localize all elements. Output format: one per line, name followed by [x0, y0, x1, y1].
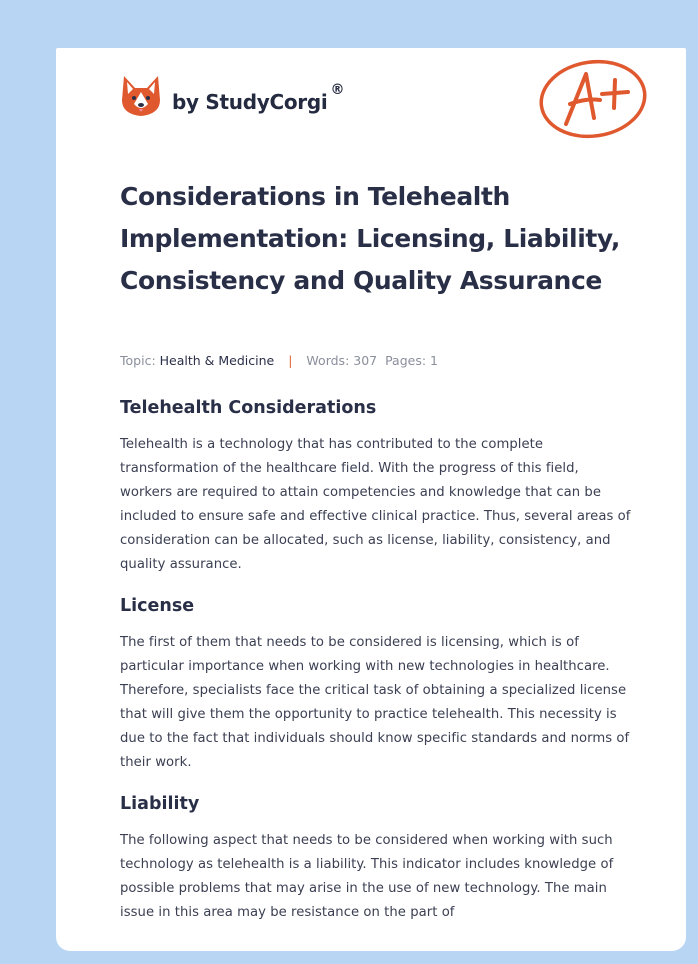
corgi-icon — [120, 74, 162, 120]
section-text: The first of them that needs to be considered is licensing, which is of particular importance when working with new technologies in healthcare. Therefore, specialists face the critical task of obtaining a specialized license that will give them the opportunity to practice telehealth. This necessity is due to the fact that individuals should know specific standards and norms of their work. — [120, 635, 630, 770]
brand-name: by StudyCorgi ® — [172, 82, 345, 114]
meta-separator: | — [288, 353, 293, 368]
section-heading: Liability — [120, 794, 200, 814]
document-meta — [120, 353, 438, 368]
section-license — [120, 594, 632, 775]
document-page — [56, 48, 686, 951]
section-heading: License — [120, 596, 195, 616]
section-telehealth-considerations — [120, 396, 632, 577]
section-heading: Telehealth Considerations — [120, 398, 377, 418]
page-count: Pages: 1 — [385, 353, 438, 368]
section-liability — [120, 792, 632, 925]
topic-label: Topic: — [120, 353, 156, 368]
word-count: Words: 307 — [306, 353, 378, 368]
section-text: Telehealth is a technology that has contributed to the complete transformation of the healthcare field. With the progress of this field, workers are required to attain competencies and knowledge that can be included to ensure safe and effective clinical practice. Thus, several areas of consideration can be allocated, such as license, liability, consistency, and quality assurance. — [120, 437, 631, 572]
registered-mark: ® — [330, 82, 345, 98]
a-plus-grade-icon — [536, 58, 650, 140]
page-title: Considerations in Telehealth Implementation: Licensing, Liability, Consistency and Quality Assurance — [120, 182, 620, 295]
topic-link[interactable]: Health & Medicine — [159, 353, 275, 368]
section-text: The following aspect that needs to be considered when working with such technology as telehealth is a liability. This indicator includes knowledge of possible problems that may arise in the use of new technology. The main issue in this area may be resistance on the part of — [120, 833, 614, 920]
studycorgi-logo[interactable] — [120, 74, 344, 120]
